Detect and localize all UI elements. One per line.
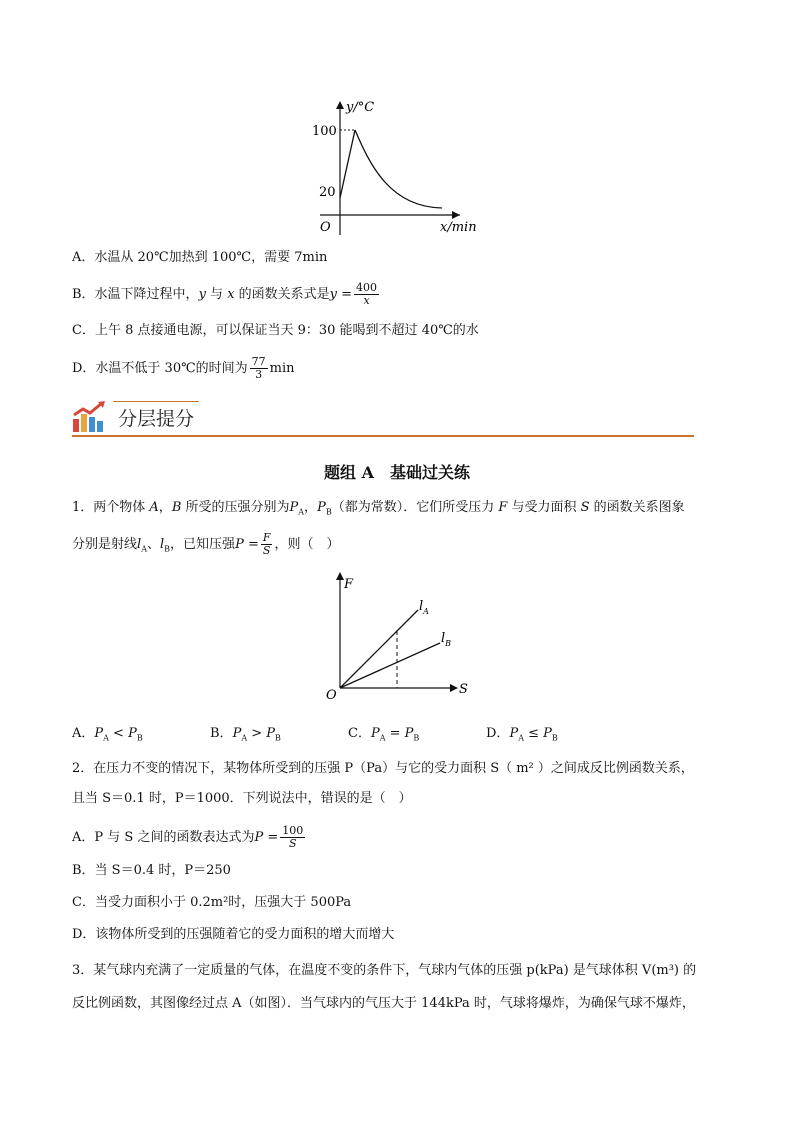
var: P xyxy=(289,500,299,515)
label-lB: $l_B$ xyxy=(441,631,452,648)
y-axis-arrow xyxy=(336,572,344,580)
option-d-prefix: D．水温不低于 30℃的时间为 xyxy=(72,361,248,376)
chart-up-icon xyxy=(72,401,108,433)
sub: B xyxy=(136,733,143,743)
text: 分别是射线 xyxy=(72,537,138,552)
var: P xyxy=(370,726,380,741)
section-top-line xyxy=(113,401,199,402)
text: ， xyxy=(304,500,318,515)
x-axis-label: x/min xyxy=(440,220,477,235)
var: P xyxy=(94,726,104,741)
frac-num: 400 xyxy=(356,281,378,294)
frac-den: S xyxy=(288,837,297,850)
op: < xyxy=(108,726,129,741)
text: ，已知压强 xyxy=(170,537,236,552)
q1-option-c[interactable] xyxy=(348,722,419,743)
q2-option-a[interactable] xyxy=(72,825,307,850)
q2-line1: 2．在压力不变的情况下，某物体所受到的压强 P（Pa）与它的受力面积 S（ m² ）之间成反比例函数关系， xyxy=(72,761,694,776)
sub: A xyxy=(298,507,305,517)
label: C． xyxy=(348,726,371,741)
var: A xyxy=(149,500,159,515)
origin-label: O xyxy=(320,220,331,235)
label: B． xyxy=(210,726,233,741)
op: ≤ xyxy=(523,726,544,741)
ray-lA xyxy=(340,610,418,688)
sub: A xyxy=(518,733,524,743)
text: （都为常数）．它们所受压力 xyxy=(331,500,499,515)
var: S xyxy=(580,500,590,515)
prev-option-d[interactable] xyxy=(72,356,295,381)
var: P xyxy=(509,726,519,741)
q1-option-d[interactable] xyxy=(486,722,558,743)
text: ， xyxy=(158,500,172,515)
section-title: 分层提分 xyxy=(118,408,195,430)
text: 、 xyxy=(146,537,160,552)
sub: A xyxy=(379,733,386,743)
label-lA: $l_A$ xyxy=(419,599,429,616)
fraction-F-over-S xyxy=(261,532,273,557)
var: P xyxy=(543,726,552,741)
y-axis-arrow xyxy=(336,101,344,109)
label: D． xyxy=(486,726,510,741)
var: P xyxy=(404,726,414,741)
q3-line2: 反比例函数，其图像经过点 A（如图）．当气球内的气压大于 144kPa 时，气球将爆炸，为确保气球不爆炸， xyxy=(72,996,695,1011)
origin-label: O xyxy=(326,688,337,703)
tick-20: 20 xyxy=(319,185,336,200)
group-title: 题组 A 基础过关练 xyxy=(324,463,470,482)
q2-line2: 且当 S＝0.1 时，P＝1000．下列说法中，错误的是（ ） xyxy=(72,791,412,806)
option-b-prefix: B．水温下降过程中， xyxy=(72,287,199,302)
text: 的函数关系图象 xyxy=(589,500,685,515)
var: P xyxy=(266,726,276,741)
text: A．P 与 S 之间的函数表达式为 xyxy=(72,830,255,845)
var: P = xyxy=(254,830,279,845)
q1-line1 xyxy=(72,499,685,522)
var: P xyxy=(317,500,326,515)
sub: A xyxy=(141,544,147,554)
var-y: y xyxy=(198,287,206,302)
option-b-mid: 与 xyxy=(205,287,228,302)
temperature-graph xyxy=(300,95,490,240)
fraction-77-over-3 xyxy=(250,356,268,381)
frac-num: 100 xyxy=(282,824,304,837)
frac-den: 3 xyxy=(255,368,263,381)
force-area-graph xyxy=(320,568,480,703)
var: P xyxy=(232,726,242,741)
label: A． xyxy=(72,726,95,741)
var: F xyxy=(498,500,508,515)
q3-line1: 3．某气球内充满了一定质量的气体，在温度不变的条件下，气球内气体的压强 p(kPa) 是气球体积 V(m³) 的 xyxy=(72,963,697,978)
x-axis-arrow xyxy=(450,684,458,692)
fraction-100-over-S xyxy=(280,825,305,850)
option-d-unit: min xyxy=(269,361,295,376)
sub: A xyxy=(241,733,248,743)
q1-option-b[interactable] xyxy=(210,722,281,743)
var: l xyxy=(159,537,165,552)
q1-option-a[interactable] xyxy=(72,722,143,743)
text: 所受的压强分别为 xyxy=(181,500,290,515)
x-axis-arrow xyxy=(452,211,460,219)
sub: B xyxy=(325,507,332,517)
prev-option-b[interactable] xyxy=(72,282,381,307)
q2-option-b[interactable]: B．当 S＝0.4 时，P＝250 xyxy=(72,863,231,878)
option-b-tail: 的函数关系式是 xyxy=(234,287,330,302)
op: > xyxy=(247,726,267,741)
heating-line xyxy=(340,130,355,198)
q2-option-d[interactable]: D．该物体所受到的压强随着它的受力面积的增大而增大 xyxy=(72,927,395,942)
frac-num: 77 xyxy=(251,355,266,368)
y-axis-label: F xyxy=(344,577,354,592)
q2-option-c[interactable]: C．当受力面积小于 0.2m²时，压强大于 500Pa xyxy=(72,895,352,910)
var: P xyxy=(128,726,137,741)
sub: B xyxy=(551,733,558,743)
sub: A xyxy=(103,733,109,743)
cooling-curve xyxy=(355,130,442,208)
var-x: x xyxy=(227,287,235,302)
option-b-eq: y = xyxy=(329,287,353,302)
sub: B xyxy=(164,544,171,554)
q1-line2 xyxy=(72,532,340,559)
text: ，则（ ） xyxy=(274,537,340,552)
y-axis-label: y/°C xyxy=(346,100,375,115)
sub: B xyxy=(413,733,420,743)
op: = xyxy=(385,726,405,741)
frac-den: x xyxy=(363,294,370,307)
frac-den: S xyxy=(262,544,271,557)
x-axis-label: S xyxy=(459,682,468,697)
prev-option-c[interactable]: C．上午 8 点接通电源，可以保证当天 9：30 能喝到不超过 40℃的水 xyxy=(72,323,479,338)
ray-lB xyxy=(340,643,440,688)
tick-100: 100 xyxy=(312,124,337,139)
frac-num: F xyxy=(262,531,271,544)
text: 1．两个物体 xyxy=(72,500,150,515)
var: B xyxy=(171,500,182,515)
text: 与受力面积 xyxy=(507,500,581,515)
section-divider xyxy=(72,435,694,437)
var: P = xyxy=(235,537,259,552)
fraction-400-over-x xyxy=(354,282,379,307)
var: l xyxy=(137,537,142,552)
prev-option-a[interactable]: A．水温从 20℃加热到 100℃，需要 7min xyxy=(72,250,328,265)
sub: B xyxy=(275,733,281,743)
